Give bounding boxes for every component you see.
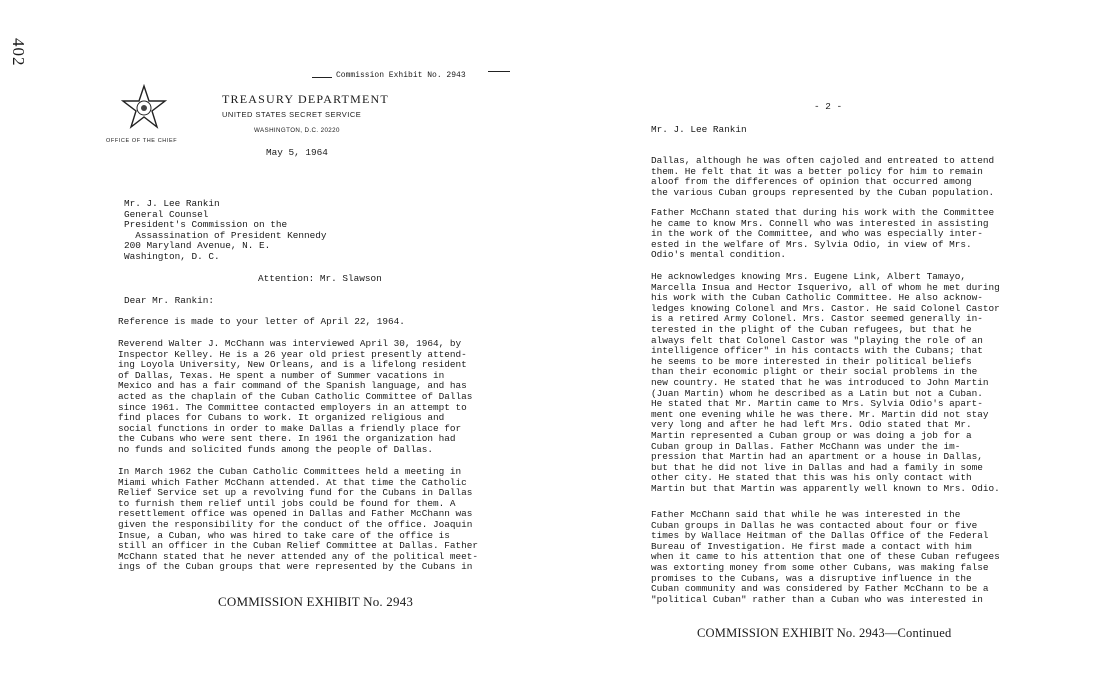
page-marker: - 2 - — [814, 101, 843, 112]
left-paragraph: In March 1962 the Cuban Catholic Committees held a meeting in Miami which Father McChann attended. At that time the Catholic Relief Service set up a revolving fund for the Cubans in Dallas to furnish them relief until jobs could be found for them. A resettlement office was opened in Dallas and Father McChann was given the responsibility for the conduct of the office. Joaquin Insue, a Cuban, who was hired to take care of the office is still an officer in the Cuban Relief Committee at Dallas. Father McChann stated that he never attended any of the political meet- ings of the Cuban groups that were represented by the Cubans in — [118, 466, 479, 573]
right-paragraph: He acknowledges knowing Mrs. Eugene Link, Albert Tamayo, Marcella Insua and Hector Isquerivo, all of whom he met during his work with the Cuban Catholic Committee. He also acknow- ledges knowing Colonel and Mrs. Castor. He said Colonel Castor is a retired Army Colonel. Mrs. Castor seemed generally in- terested in the plight of the Cuban refugees, but that he always felt that Colonel Castor was "playing the role of an intelligence officer" in his contacts with the Cubans; that he seems to be more interested in their political beliefs than their economic plight or their social problems in the new country. He stated that he was introduced to John Martin (Juan Martin) whom he described as a Latin but not a Cuban. He stated that Mr. Martin came to Mrs. Sylvia Odio's apart- ment one evening while he was there. Mr. Martin did not stay very long and after he had left Mrs. Odio stated that Mr. Martin represented a Cuban group or was doing a job for a Cuban group in Dallas. Father McChann was under the im- pression that Martin had an apartment or a house in Dallas, but that he did not live in Dallas and had a family in some other city. He stated that this was his only contact with Martin but that Martin was apparently well known to Mrs. Odio. — [651, 271, 1000, 494]
addressee-block: Mr. J. Lee Rankin General Counsel President's Commission on the Assassination of President Kennedy 200 Maryland Avenue, N. E. Washington, D. C. — [124, 198, 327, 262]
right-body — [651, 156, 1026, 198]
department-city: WASHINGTON, D.C. 20220 — [254, 127, 340, 134]
right-paragraph: Father McChann said that while he was interested in the Cuban groups in Dallas he was contacted about four or five times by Wallace Heitman of the Dallas Office of the Federal Bureau of Investigation. He first made a contact with him when it came to his attention that one of these Cuban refugees was extorting money from some other Cubans, was making false promises to the Cubans, was a disruptive influence in the Cuban community and was considered by Father McChann to be a "political Cuban" rather than a Cuban who was interested in — [651, 509, 1000, 605]
page-number: 402 — [9, 38, 28, 67]
left-body — [118, 467, 498, 573]
right-header: Mr. J. Lee Rankin — [651, 124, 747, 135]
stamp-rule-left — [312, 77, 332, 78]
treasury-star-seal-icon — [121, 84, 167, 130]
right-body — [651, 208, 1026, 261]
exhibit-stamp: Commission Exhibit No. 2943 — [336, 71, 466, 80]
exhibit-caption-right: COMMISSION EXHIBIT No. 2943—Continued — [697, 626, 952, 640]
right-body — [651, 510, 1026, 605]
right-paragraph: Father McChann stated that during his work with the Committee he came to know Mrs. Connell who was interested in assisting in the work of the Committee, and who was especially inter- ested in the welfare of Mrs. Sylvia Odio, in view of Mrs. Odio's mental condition. — [651, 207, 995, 261]
exhibit-caption-left: COMMISSION EXHIBIT No. 2943 — [218, 594, 414, 609]
salutation: Dear Mr. Rankin: — [124, 295, 215, 306]
department-title: TREASURY DEPARTMENT — [222, 92, 389, 106]
left-paragraph: Reference is made to your letter of April 22, 1964. — [118, 316, 405, 327]
right-body — [651, 272, 1026, 494]
attention-line: Attention: Mr. Slawson — [258, 273, 382, 284]
office-of-chief-label: OFFICE OF THE CHIEF — [106, 138, 178, 144]
service-subtitle: UNITED STATES SECRET SERVICE — [222, 110, 362, 119]
left-paragraph: Reverend Walter J. McChann was interviewed April 30, 1964, by Inspector Kelley. He is a 26 year old priest presently attend- ing Loyola University, New Orleans, and is a lifelong resident of Dallas, Texas. He spent a number of Summer vacations in Mexico and has a fair command of the Spanish language, and has acted as the chaplain of the Cuban Catholic Committee of Dallas since 1961. The Committee contacted employers in an attempt to find places for Cubans to work. It organized religious and social functions in order to make Dallas a friendly place for the Cubans who were sent there. In 1961 the organization had no funds and solicited funds among the people of Dallas. — [118, 338, 473, 455]
stamp-rule-right — [488, 71, 510, 72]
letter-date: May 5, 1964 — [266, 147, 328, 158]
left-body — [118, 317, 498, 328]
left-body — [118, 339, 498, 456]
right-paragraph: Dallas, although he was often cajoled and entreated to attend them. He felt that it was a better policy for him to remain aloof from the differences of opinion that occurred among the various Cuban groups represented by the Cuban population. — [651, 155, 995, 198]
